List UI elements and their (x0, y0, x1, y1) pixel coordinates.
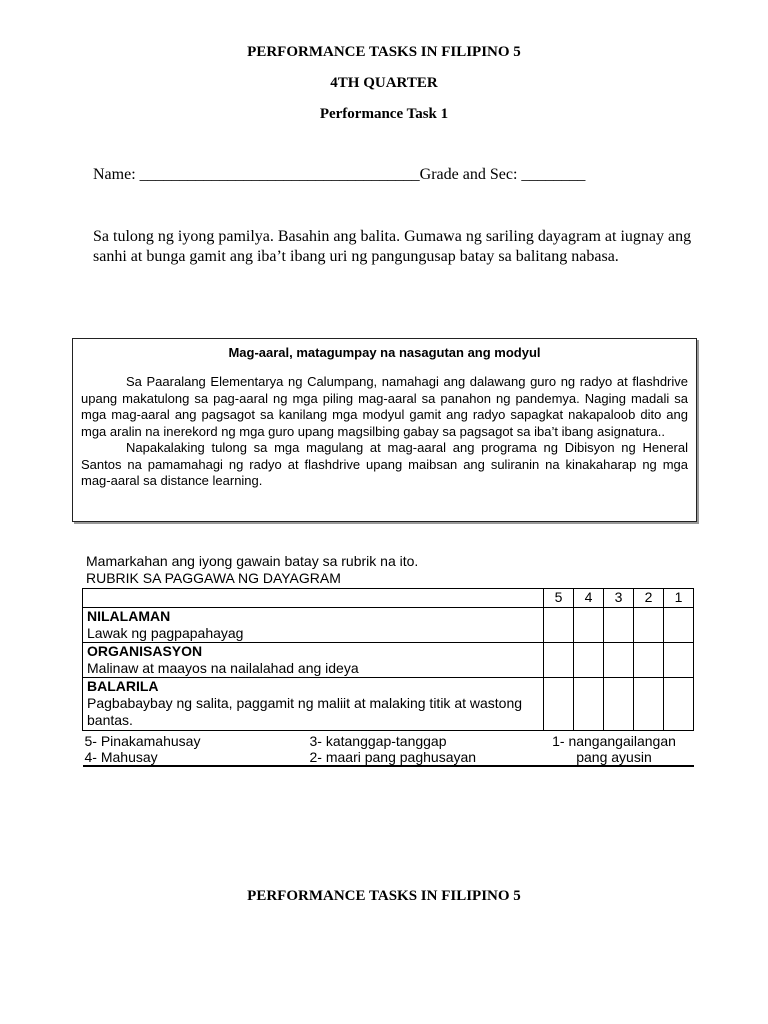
criterion-desc: Lawak ng pagpapahayag (87, 625, 244, 641)
rubric-table (82, 588, 694, 767)
score-cell[interactable] (664, 678, 694, 731)
legend-cell (83, 731, 694, 767)
next-page-title: PERFORMANCE TASKS IN FILIPINO 5 (247, 888, 521, 904)
score-header: 3 (604, 589, 634, 608)
criterion-name: NILALAMAN (87, 608, 171, 624)
criterion-cell (83, 678, 544, 731)
score-header: 5 (544, 589, 574, 608)
rubric-title: RUBRIK SA PAGGAWA NG DAYAGRAM (86, 570, 341, 586)
score-cell[interactable] (634, 678, 664, 731)
rubric-row (83, 643, 694, 678)
criterion-name: ORGANISASYON (87, 643, 203, 659)
quarter-heading: 4TH QUARTER (330, 75, 438, 91)
news-title: Mag-aaral, matagumpay na nasagutan ang modyul (228, 345, 541, 360)
rubric-header-row (83, 589, 694, 608)
criteria-header-cell (83, 589, 544, 608)
page-title: PERFORMANCE TASKS IN FILIPINO 5 (247, 44, 521, 60)
rubric-row (83, 678, 694, 731)
score-cell[interactable] (544, 608, 574, 643)
criterion-desc: Malinaw at maayos na nailalahad ang ideya (87, 660, 359, 676)
score-header: 1 (664, 589, 694, 608)
score-cell[interactable] (664, 643, 694, 678)
legend-item: pang ayusin (576, 749, 652, 765)
rubric-legend (83, 733, 694, 765)
score-cell[interactable] (604, 608, 634, 643)
score-cell[interactable] (544, 643, 574, 678)
score-cell[interactable] (634, 608, 664, 643)
score-cell[interactable] (604, 678, 634, 731)
task-heading: Performance Task 1 (319, 106, 449, 122)
legend-item: 4- Mahusay (84, 749, 158, 765)
score-cell[interactable] (664, 608, 694, 643)
score-header: 2 (634, 589, 664, 608)
criterion-name: BALARILA (87, 678, 159, 694)
score-cell[interactable] (604, 643, 634, 678)
instructions-text: Sa tulong ng iyong pamilya. Basahin ang balita. Gumawa ng sariling dayagram at iugnay ang sanhi at bunga gamit ang iba’t ibang uri ng pangungusap batay sa balitang nabasa. (93, 228, 692, 265)
score-header: 4 (574, 589, 604, 608)
score-cell[interactable] (634, 643, 664, 678)
criterion-cell (83, 643, 544, 678)
rubric-instruction: Mamarkahan ang iyong gawain batay sa rubrik na ito. (86, 553, 419, 569)
legend-item: 1- nangangailangan (552, 733, 676, 749)
name-grade-line: Name: ___________________________________Grade and Sec: ________ (93, 166, 586, 183)
score-cell[interactable] (574, 608, 604, 643)
score-cell[interactable] (574, 643, 604, 678)
rubric-legend-row (83, 731, 694, 767)
score-cell[interactable] (544, 678, 574, 731)
rubric-row (83, 608, 694, 643)
rubric-intro (86, 553, 418, 587)
news-article-box (72, 338, 697, 522)
criterion-desc: Pagbabaybay ng salita, paggamit ng maliit at malaking titik at wastong bantas. (87, 695, 523, 728)
legend-item: 3- katanggap-tanggap (309, 733, 447, 749)
criterion-cell (83, 608, 544, 643)
legend-item: 2- maari pang paghusayan (309, 749, 477, 765)
score-cell[interactable] (574, 678, 604, 731)
legend-item: 5- Pinakamahusay (84, 733, 201, 749)
news-paragraph: Sa Paaralang Elementarya ng Calumpang, namahagi ang dalawang guro ng radyo at flashdrive upang makatulong sa pag-aaral ng mga piling mag-aaral sa panahon ng pandemya. Naging madali sa mga mag-aaral ang pagsagot sa kanilang mga modyul gamit ang radyo sapagkat nakapaloob dito ang mga aralin na inerekord ng mga guro upang magsilbing gabay sa pagsagot sa iba’t ibang asignatura.. (81, 374, 688, 439)
news-paragraph: Napakalaking tulong sa mga magulang at mag-aaral ang programa ng Dibisyon ng Heneral Santos na pamamahagi ng radyo at flashdrive upang maibsan ang suliranin na kinakaharap ng mga mag-aaral sa distance learning. (81, 440, 688, 488)
